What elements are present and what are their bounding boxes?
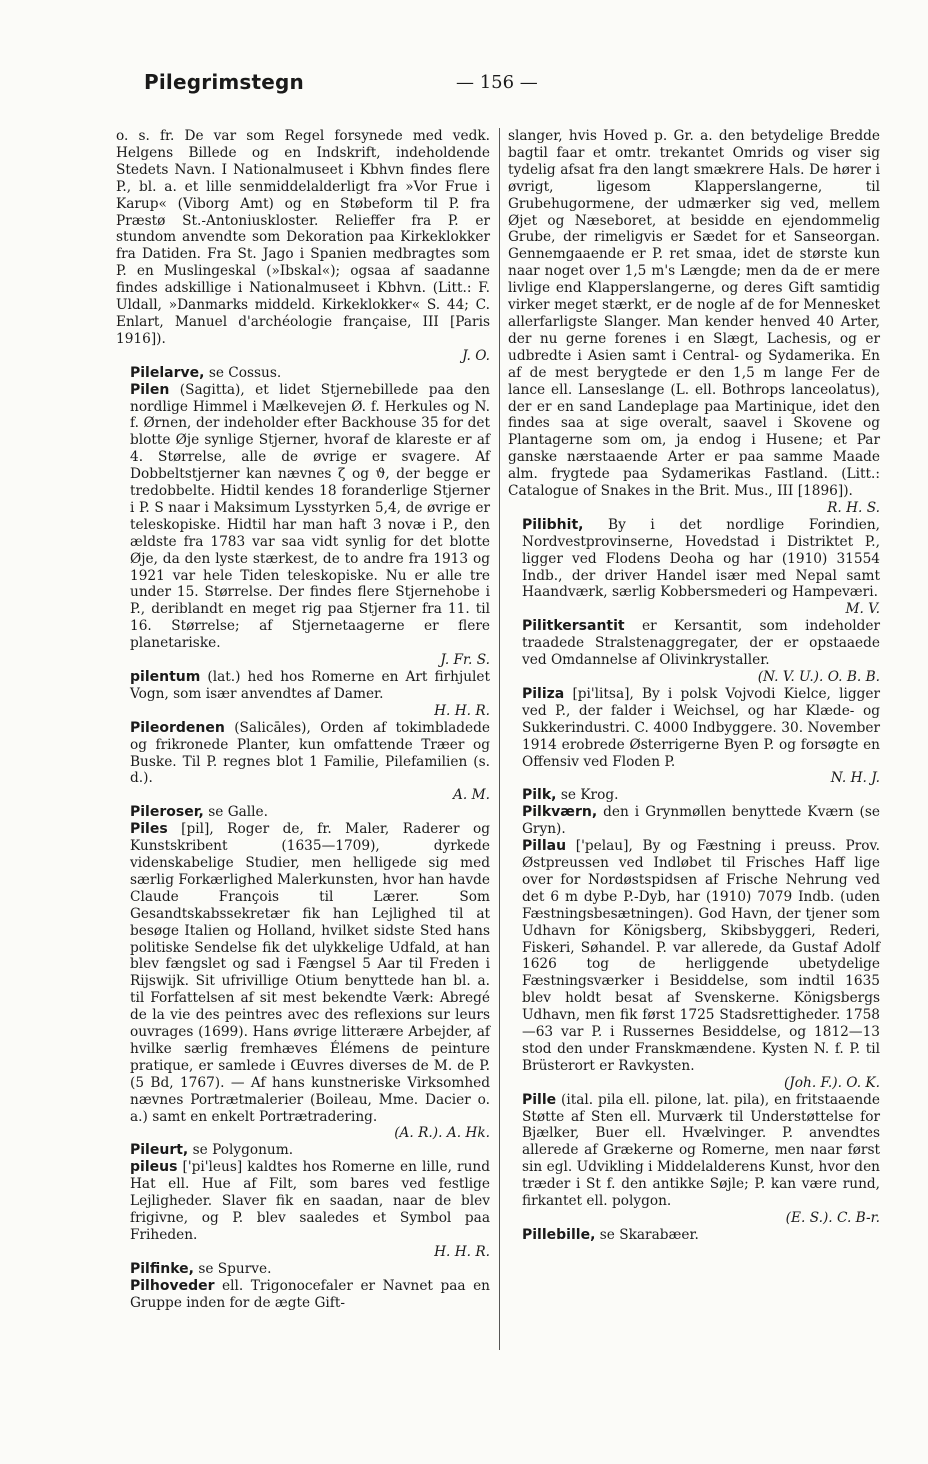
right-column [508, 128, 880, 1244]
dictionary-entry [116, 720, 490, 805]
dictionary-entry [508, 686, 880, 787]
entry-text: [pil], Roger de, fr. Maler, Raderer og Kunstskribent (1635—1709), dyrkede videnskabelige Studier, men helligede sig med særlig Forkærlighed Malerkunsten, hvor han havde Claude François til Lærer. Som Gesandtskabssekretær fik han Lejlighed til at besøge Italien og Holland, hvilket sidste Sted hans politiske Sendelse fik det ulykkelige Udfald, at han blev fængslet og sad i Fængsel 5 Aar til Freden i Rijswijk. Sit ufrivillige Otium benyttede han bl. a. til Forfattelsen af sit mest bekendte Værk: Abregé de la vie des peintres avec des reflexions sur leurs ouvrages (1699). Hans øvrige litterære Arbejder, af hvilke særlig fremhæves Élémens de peinture pratique, er samlede i Œuvres diverses de M. de P. (5 Bd, 1767). — Af hans kunstneriske Virksomhed nævnes Portrætmalerier (Boileau, Mme. Dacier o. a.) samt en enkelt Portrætradering. [130, 821, 490, 1125]
entry-text: o. s. fr. De var som Regel forsynede med vedk. Helgens Billede og en Indskrift, indeholdende Stedets Navn. I Nationalmuseet i Kbhvn findes flere P., bl. a. et lille senmiddelalderligt fra »Vor Frue i Karup« (Viborg Amt) og en Støbeform til P. fra Præstø St.-Antoniuskloster. Relieffer fra P. er stundom anvendte som Dekoration paa Kirkeklokker fra Datiden. Fra St. Jago i Spanien medbragtes som P. en Muslingeskal (»Ibskal«); ogsaa af saadanne findes adskillige i Nationalmuseet i Kbhvn. (Litt.: F. Uldall, »Danmarks middeld. Kirkeklokker« S. 44; C. Enlart, Manuel d'archéologie française, III [Paris 1916]). [116, 128, 490, 347]
running-title: Pilegrimstegn [144, 70, 304, 94]
left-column [116, 128, 490, 1311]
entry-headword: Pilibhit, [522, 516, 584, 533]
dictionary-entry [508, 618, 880, 686]
dictionary-entry [508, 804, 880, 838]
entry-headword: pileus [130, 1159, 178, 1176]
entry-signature: H. H. R. [434, 702, 490, 719]
entry-signature: (E. S.). C. B-r. [785, 1210, 880, 1226]
entry-text: (ital. pila ell. pilone, lat. pila), en fritstaaende Støtte af Sten ell. Murværk til Understøttelse for Bjælker, Buer ell. Hvælvinger. P. anvendtes allerede af Grækerne og Romerne, men naar først sin egl. Udvikling i Middelalderens Kunst, hvor den træder i St f. den antikke Søjle; P. kan være rund, firkantet ell. polygon. [522, 1091, 880, 1210]
entry-headword: Pilfinke, [130, 1260, 194, 1277]
entry-signature: H. H. R. [434, 1243, 490, 1260]
entry-text: se Cossus. [208, 364, 282, 381]
dictionary-entry [116, 821, 490, 1142]
entry-signature: J. O. [462, 347, 490, 364]
entry-headword: Pillau [522, 838, 567, 855]
entry-text: ['pelau], By og Fæstning i preuss. Prov. Østpreussen ved Indløbet til Frisches Haff lige over for Nordøstspidsen af Frische Nehrung ved det 6 m dybe P.-Dyb, har (1910) 7079 Indb. (uden Fæstningsbesætningen). God Havn, der tjener som Udhavn for Königsberg, Skibsbyggeri, Rederi, Fiskeri, Søhandel. P. var allerede, da Gustaf Adolf 1626 tog de herliggende ubetydelige Fæstningsværker i Besiddelse, som indtil 1635 blev holdt besat af Svenskerne. Königsbergs Udhavn, men fik først 1725 Stadsrettigheder. 1758—63 var P. i Russernes Besiddelse, og 1812—13 stod den under Franskmændene. Kysten N. f. P. til Brüsterort er Ravkysten. [522, 838, 880, 1074]
entry-text: se Galle. [208, 804, 269, 821]
entry-text: ['pi'leus] kaldtes hos Romerne en lille, rund Hat ell. Hue af Filt, som bares ved festlige Lejligheder. Slaver fik en saadan, naar de blev frigivne, og P. blev saaledes et Symbol paa Friheden. [130, 1159, 490, 1243]
entry-headword: Piliza [522, 685, 565, 702]
entry-headword: Pille [522, 1091, 557, 1108]
entry-headword: Pilitkersantit [522, 618, 625, 635]
dictionary-entry [508, 517, 880, 618]
page-header [116, 70, 796, 100]
entry-headword: Pilkværn, [522, 804, 598, 821]
entry-text: (Salicāles), Orden af tokimbladede og frikronede Planter, kun omfattende Træer og Buske. Til P. regnes blot 1 Familie, Pilefamilien (s. d.). [130, 719, 490, 787]
entry-signature: (A. R.). A. Hk. [394, 1125, 490, 1142]
dictionary-entry [508, 1092, 880, 1227]
entry-text: se Spurve. [198, 1260, 272, 1277]
entry-signature: A. M. [453, 787, 490, 804]
entry-headword: pilentum [130, 669, 201, 685]
entry-headword: Pillebille, [522, 1226, 596, 1243]
dictionary-entry [116, 1278, 490, 1312]
entry-text: den i Grynmøllen benyttede Kværn (se Gryn). [522, 804, 880, 838]
entry-headword: Pilhoveder [130, 1277, 215, 1294]
dictionary-entry [116, 804, 490, 821]
entry-headword: Pilen [130, 381, 170, 398]
dictionary-entry [116, 1261, 490, 1278]
column-divider [499, 128, 500, 1350]
entry-headword: Pilk, [522, 787, 557, 804]
entry-headword: Pileordenen [130, 719, 225, 736]
entry-text: slanger, hvis Hoved p. Gr. a. den betydelige Bredde bagtil faar et omtr. trekantet Omrids og viser sig tydelig afsat fra den langt smækrere Hals. De hører i øvrigt, ligesom Klapperslangerne, til Grubehugormene, der udmærker sig ved, mellem Øjet og Næseboret, at besidde en ejendommelig Grube, der rimeligvis er Sædet for et Sanseorgan. Gennemgaaende er P. ret smaa, idet de største kun naar noget over 1,5 m's Længde; men da de er mere livlige end Klapperslangerne, og deres Gift samtidig virker meget stærkt, er de nogle af de for Mennesket allerfarligste Slanger. Man kender henved 40 Arter, der nu gerne forenes i en Slægt, Lachesis, og er udbredte i Asien samt i Central- og Sydamerika. En af de mest berygtede er den 1,5 m lange Fer de lance ell. Lanseslange (L. ell. Bothrops lanceolatus), der er en sand Landeplage paa Martinique, idet den findes saa at sige overalt, saavel i Skovene og Plantagerne som om, ja endog i Husene; et Par ganske nærstaaende Arter er paa samme Maade alm. frygtede paa Sydamerikas Fastland. (Litt.: Catalogue of Snakes in the Brit. Mus., III [1896]). [508, 128, 880, 500]
entry-text: (Sagitta), et lidet Stjernebillede paa den nordlige Himmel i Mælkevejen Ø. f. Herkules og N. f. Ørnen, der indeholder efter Backhouse 35 for det blotte Øje synlige Stjerner, hvoraf de klareste er af 4. Størrelse, alle de øvrige er svagere. Af Dobbeltstjerner kan nævnes ζ og ϑ, der begge er tredobbelte. Hidtil kendes 18 foranderlige Stjerner i P. S naar i Maksimum Lysstyrken 5,4, de øvrige er teleskopiske. Hidtil har man haft 3 novæ i P., den ældste fra 1783 var saa vidt synlig for det blotte Øje, da den lyste stærkest, de to andre fra 1913 og 1921 var hele Tiden teleskopiske. Nu er alle tre under 15. Størrelse. Der findes flere Stjernehobe i P., deriblandt en meget rig paa Stjerner fra 11. til 16. Størrelse; af Stjernetaagerne er flere planetariske. [130, 381, 490, 652]
dictionary-entry [508, 1227, 880, 1244]
entry-signature: (N. V. U.). O. B. B. [757, 669, 880, 685]
entry-headword: Pilelarve, [130, 364, 205, 381]
page-number: — 156 — [456, 72, 538, 93]
entry-text: se Polygonum. [192, 1142, 294, 1159]
entry-text: se Krog. [560, 787, 619, 804]
entry-signature: M. V. [845, 601, 880, 618]
entry-text: ell. Trigonocefaler er Navnet paa en Gruppe inden for de ægte Gift- [130, 1277, 490, 1311]
dictionary-entry [508, 838, 880, 1092]
entry-text: se Skarabæer. [599, 1226, 699, 1243]
entry-headword: Pileroser, [130, 804, 204, 821]
dictionary-entry [116, 1159, 490, 1260]
dictionary-entry [116, 1142, 490, 1159]
entry-text: (lat.) hed hos Romerne en Art firhjulet Vogn, som især anvendtes af Damer. [130, 669, 490, 702]
entry-text: By i det nordlige Forindien, Nordvestprovinserne, Hovedstad i Distriktet P., ligger ved Flodens Deoha og har (1910) 31554 Indb., der driver Handel især med Nepal samt Haandværk, særlig Kobbersmederi og Hampeværi. [522, 516, 880, 601]
entry-signature: R. H. S. [827, 499, 880, 516]
entry-signature: J. Fr. S. [440, 652, 490, 669]
dictionary-entry [116, 365, 490, 382]
dictionary-entry [116, 128, 490, 365]
entry-headword: Piles [130, 821, 168, 838]
dictionary-entry [508, 128, 880, 517]
entry-text: [pi'litsa], By i polsk Vojvodi Kielce, ligger ved P., der falder i Weichsel, og har Klæde- og Sukkerindustri. C. 4000 Indbyggere. 30. November 1914 erobrede Østerrigerne Byen P. og forsøgte en Offensiv ved Floden P. [522, 685, 880, 770]
entry-text: er Kersantit, som indeholder traadede Stralstenaggregater, der er opstaaede ved Omdannelse af Olivinkrystaller. [522, 618, 880, 669]
dictionary-entry [508, 787, 880, 804]
dictionary-entry [116, 382, 490, 669]
entry-signature: N. H. J. [830, 770, 880, 787]
dictionary-entry [116, 669, 490, 720]
entry-signature: (Joh. F.). O. K. [783, 1074, 880, 1091]
entry-headword: Pileurt, [130, 1142, 189, 1159]
